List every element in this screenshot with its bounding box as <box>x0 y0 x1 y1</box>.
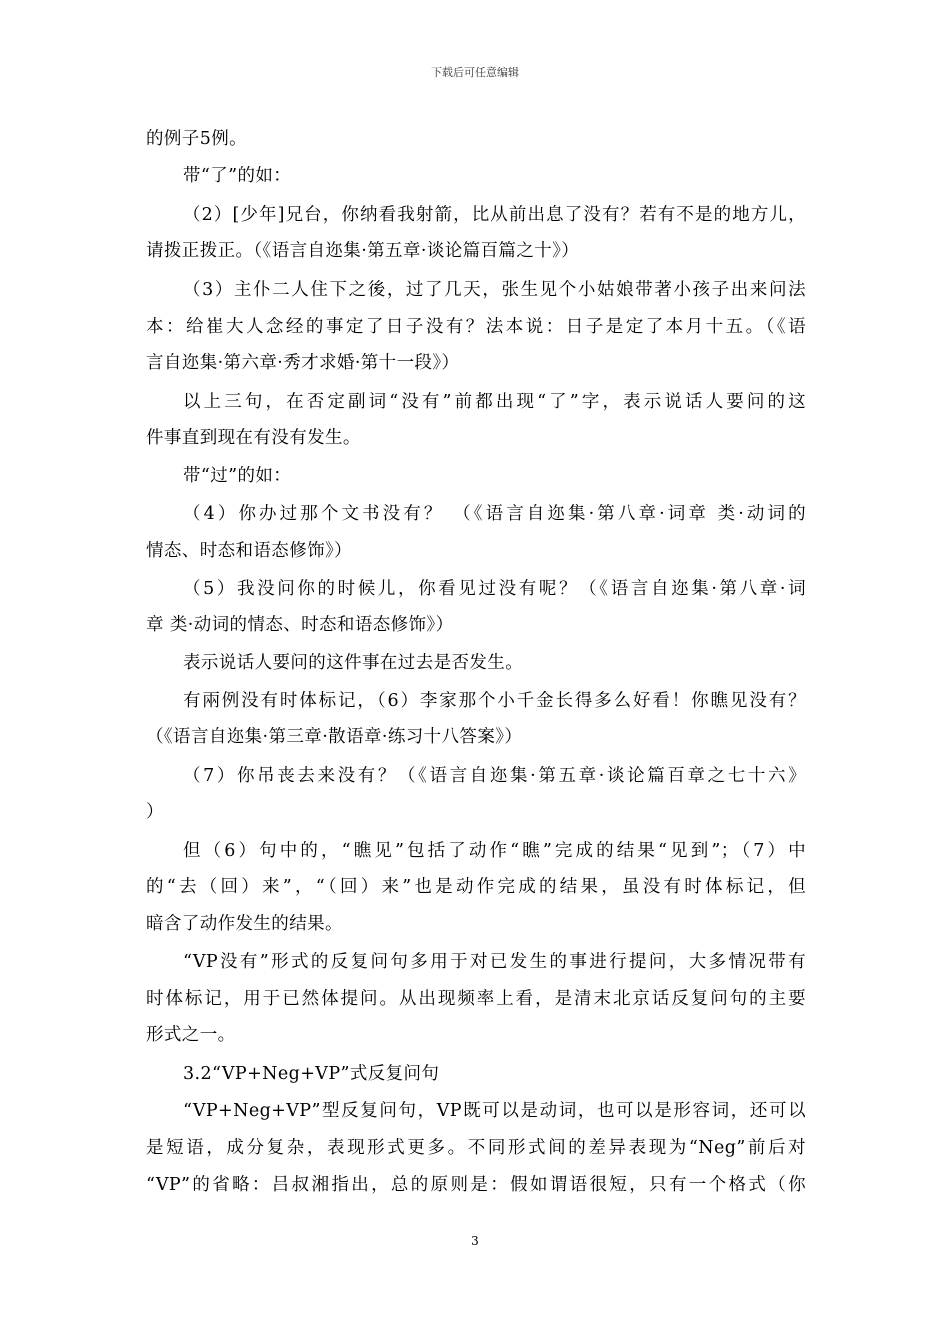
text-line: 时体标记，用于已然体提问。从出现频率上看，是清末北京话反复问句的主要 <box>146 989 806 1009</box>
page-header: 下载后可任意编辑 <box>431 66 519 79</box>
text-line: （4）你办过那个文书没有？ （《语言自迩集·第八章·词章 类·动词的 <box>183 504 806 524</box>
text-line: 言自迩集·第六章·秀才求婚·第十一段》） <box>146 353 460 373</box>
text-line: （7）你吊丧去来没有？（《语言自迩集·第五章·谈论篇百章之七十六》 <box>183 766 806 786</box>
text-line: 暗含了动作发生的结果。 <box>146 914 343 934</box>
text-line: 以上三句，在否定副词“没有”前都出现“了”字，表示说话人要问的这 <box>183 392 806 412</box>
section-heading: 3.2“VP+Neg+VP”式反复问句 <box>183 1064 440 1084</box>
text-line: （3）主仆二人住下之後，过了几天，张生见个小姑娘带著小孩子出来问法 <box>183 280 806 300</box>
text-line: 本：给崔大人念经的事定了日子没有？法本说：日子是定了本月十五。（《语 <box>146 317 806 337</box>
text-line: ） <box>146 802 164 822</box>
text-line: 带“过”的如： <box>183 466 292 486</box>
text-line: 件事直到现在有没有发生。 <box>146 428 361 448</box>
text-line: “VP+Neg+VP”型反复问句，VP既可以是动词，也可以是形容词，还可以 <box>183 1101 806 1121</box>
text-line: “VP没有”形式的反复问句多用于对已发生的事进行提问，大多情况带有 <box>183 952 806 972</box>
text-line: （5）我没问你的时候儿，你看见过没有呢？（《语言自迩集·第八章·词 <box>183 579 806 599</box>
text-line: 但（6）句中的，“瞧见”包括了动作“瞧”完成的结果“见到”；（7）中 <box>183 841 806 861</box>
text-line: （《语言自迩集·第三章·散语章·练习十八答案》） <box>146 727 523 747</box>
text-line: “VP”的省略：吕叔湘指出，总的原则是：假如谓语很短，只有一个格式（你 <box>146 1175 806 1195</box>
text-line: 情态、时态和语态修饰》） <box>146 541 353 561</box>
text-line: 的“去（回）来”，“（回）来”也是动作完成的结果，虽没有时体标记，但 <box>146 877 806 897</box>
text-line: 是短语，成分复杂，表现形式更多。不同形式间的差异表现为“Neg”前后对 <box>146 1138 806 1158</box>
text-line: 章 类·动词的情态、时态和语态修饰》） <box>146 615 454 635</box>
text-line: 有兩例没有时体标记，（6）李家那个小千金长得多么好看！你瞧见没有？ <box>183 691 806 711</box>
text-line: 的例子5例。 <box>146 129 248 149</box>
text-line: （2）[少年]兄台，你纳看我射箭，比从前出息了没有？若有不是的地方儿， <box>183 205 806 225</box>
text-line: 形式之一。 <box>146 1025 236 1045</box>
page-number: 3 <box>471 1234 479 1248</box>
text-line: 请拨正拨正。（《语言自迩集·第五章·谈论篇百篇之十》） <box>146 241 580 261</box>
text-line: 表示说话人要问的这件事在过去是否发生。 <box>183 653 524 673</box>
text-line: 带“了”的如： <box>183 166 292 186</box>
